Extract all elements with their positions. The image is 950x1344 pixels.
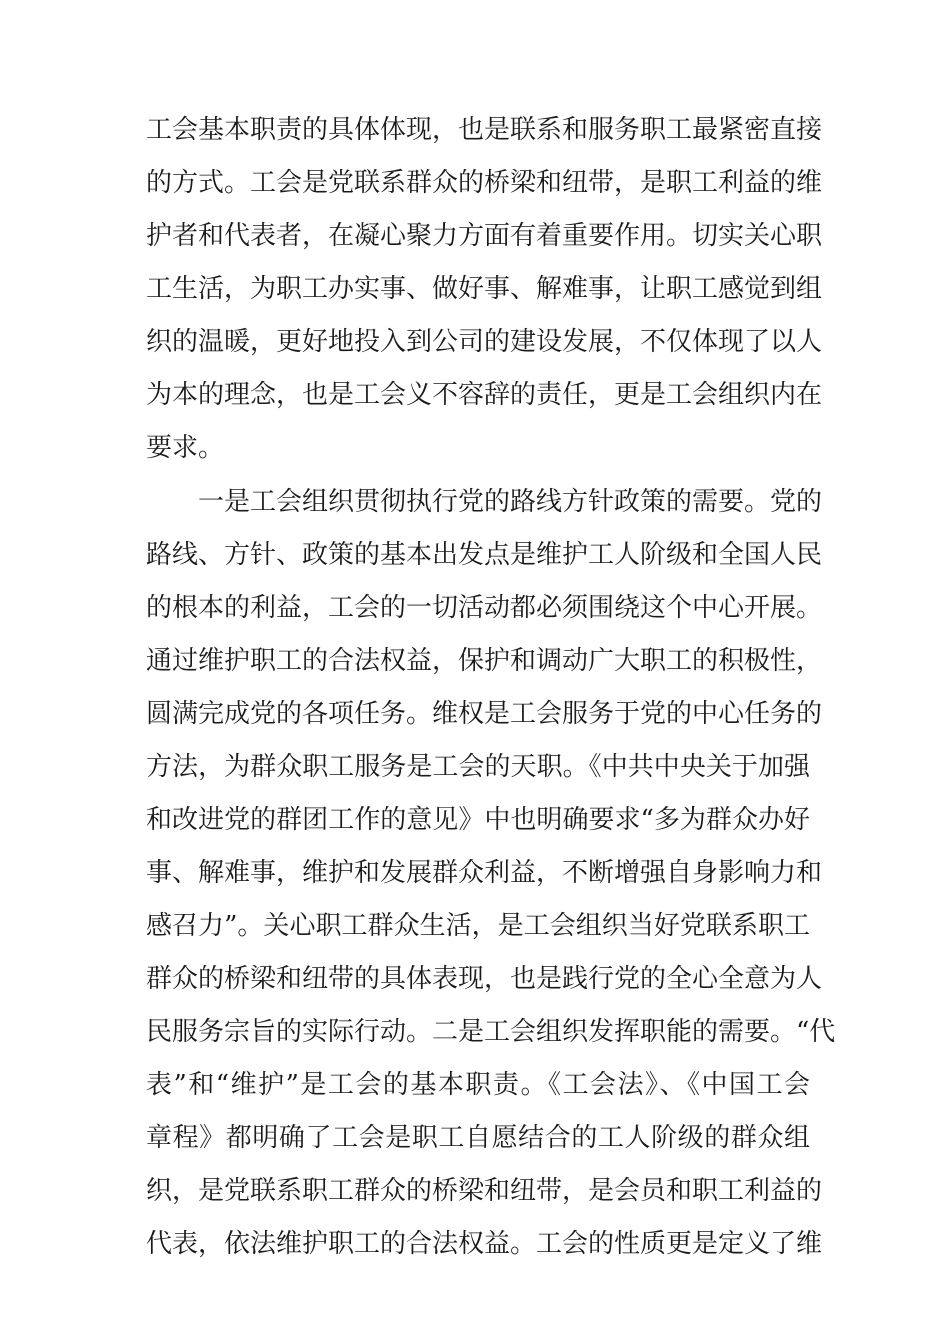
text-line: 织，是党联系职工群众的桥梁和纽带，是会员和职工利益的 [146, 1176, 823, 1206]
text-line: 表”和“维护”是工会的基本职责。《工会法》、《中国工会 [146, 1070, 810, 1100]
text-line: 的方式。工会是党联系群众的桥梁和纽带，是职工利益的维 [146, 168, 823, 198]
text-line: 的根本的利益，工会的一切活动都必须围绕这个中心开展。 [146, 593, 823, 623]
text-line: 护者和代表者，在凝心聚力方面有着重要作用。切实关心职 [146, 221, 823, 251]
text-line: 为本的理念，也是工会义不容辞的责任，更是工会组织内在 [146, 380, 823, 410]
text-line: 民服务宗旨的实际行动。二是工会组织发挥职能的需要。“代 [146, 1017, 836, 1047]
text-line: 工生活，为职工办实事、做好事、解难事，让职工感觉到组 [146, 274, 823, 304]
text-line: 一是工会组织贯彻执行党的路线方针政策的需要。党的 [198, 487, 823, 517]
text-line: 方法，为群众职工服务是工会的天职。《中共中央关于加强 [146, 752, 810, 782]
text-line: 事、解难事，维护和发展群众利益，不断增强自身影响力和 [146, 858, 823, 888]
text-line: 要求。 [146, 433, 225, 463]
text-line: 路线、方针、政策的基本出发点是维护工人阶级和全国人民 [146, 540, 823, 570]
text-line: 感召力”。关心职工群众生活，是工会组织当好党联系职工 [146, 911, 810, 941]
text-line: 工会基本职责的具体体现，也是联系和服务职工最紧密直接 [146, 115, 823, 145]
text-line: 和改进党的群团工作的意见》中也明确要求“多为群众办好 [146, 805, 810, 835]
text-line: 群众的桥梁和纽带的具体表现，也是践行党的全心全意为人 [146, 964, 823, 994]
text-line: 圆满完成党的各项任务。维权是工会服务于党的中心任务的 [146, 699, 823, 729]
text-line: 章程》都明确了工会是职工自愿结合的工人阶级的群众组 [146, 1123, 810, 1153]
text-line: 织的温暖，更好地投入到公司的建设发展，不仅体现了以人 [146, 327, 823, 357]
text-line: 通过维护职工的合法权益，保护和调动广大职工的积极性， [146, 646, 823, 676]
text-line: 代表，依法维护职工的合法权益。工会的性质更是定义了维 [146, 1229, 823, 1259]
